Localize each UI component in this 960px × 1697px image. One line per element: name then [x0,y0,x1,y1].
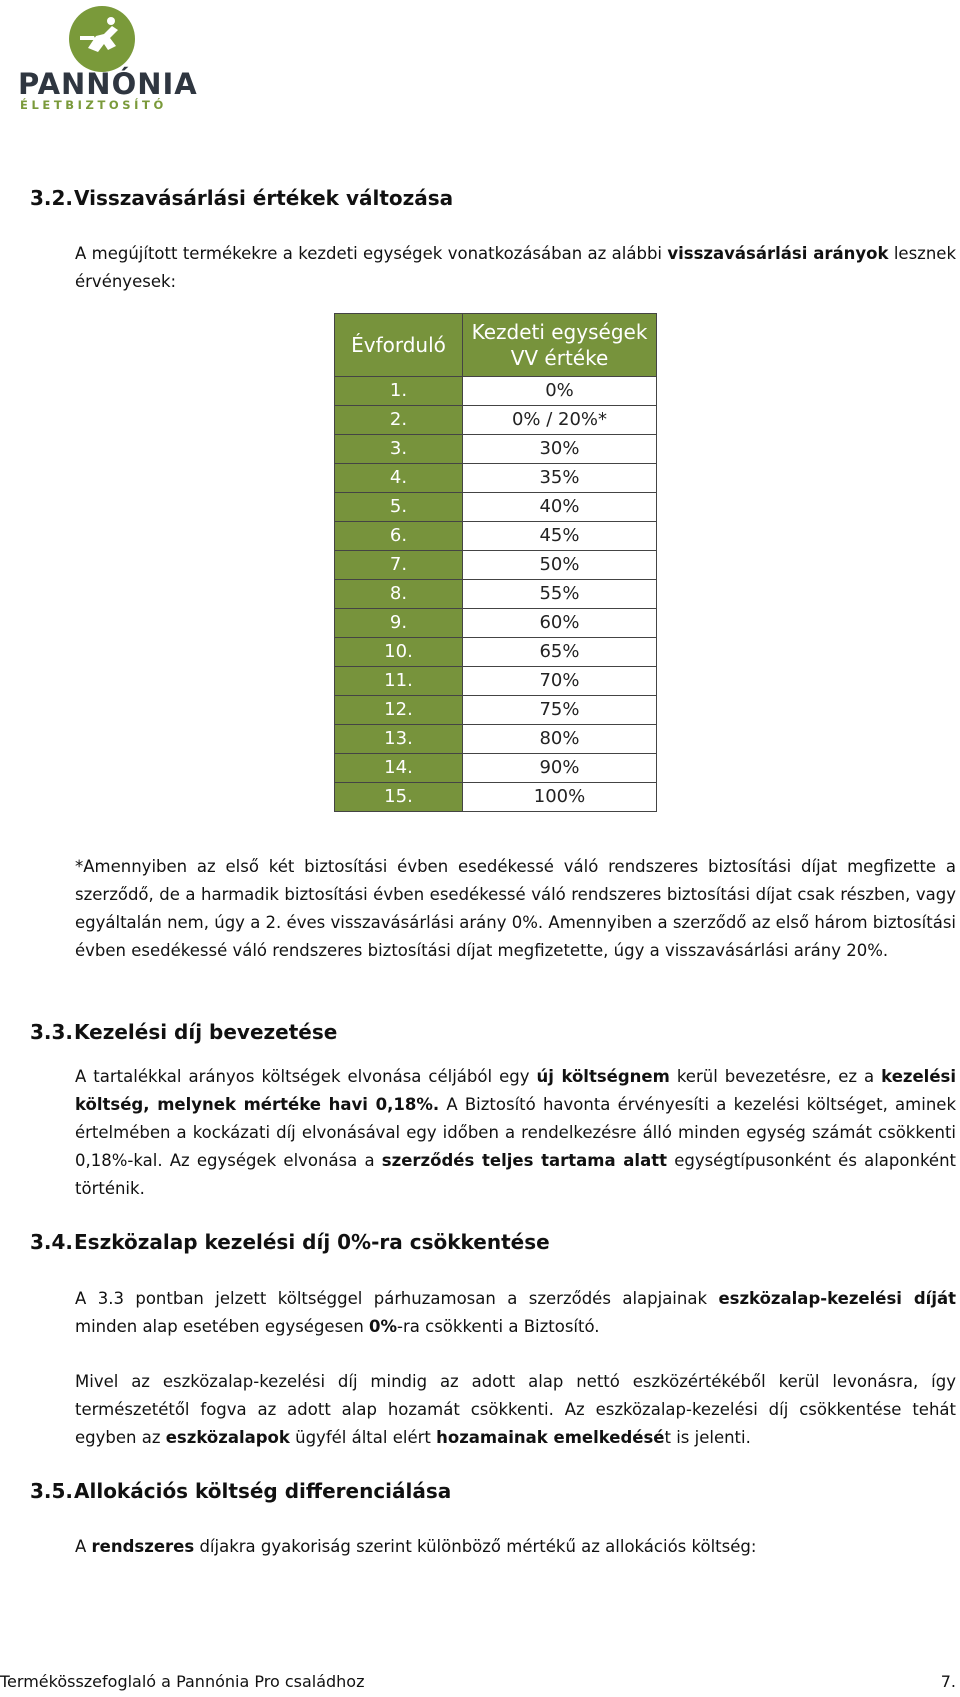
body-bold: rendszeres [91,1537,195,1556]
column-header-value [463,314,657,377]
value-cell: 75% [463,696,657,725]
body-text: Mivel az eszközalap-kezelési díj mindig az adott alap nettó eszközértékéből kerül levonásra, így természetétől fogva az adott alap hozamát csökkenti. Az eszközalap-kezelési díj csökkentése tehát egyben az [75,1372,956,1447]
logo-subtitle: ÉLETBIZTOSÍTÓ [20,98,167,112]
section-3-5-body [75,1533,956,1561]
logo-wordmark: PANNÓNIA [18,67,198,101]
year-cell: 11. [335,667,463,696]
body-text: díjakra gyakoriság szerint különböző mértékű az allokációs költség: [194,1537,757,1556]
value-cell: 90% [463,754,657,783]
value-cell: 0% [463,377,657,406]
year-cell: 9. [335,609,463,638]
table-row [335,493,657,522]
year-cell: 13. [335,725,463,754]
value-cell: 0% / 20%* [463,406,657,435]
value-cell: 40% [463,493,657,522]
header-value-line1: Kezdeti egységek [471,320,648,344]
value-cell: 30% [463,435,657,464]
table-row [335,580,657,609]
year-cell: 10. [335,638,463,667]
year-cell: 4. [335,464,463,493]
section-3-2-heading [30,186,453,210]
year-cell: 14. [335,754,463,783]
body-text: ügyfél által elért [289,1428,437,1447]
intro-text-end: lesznek érvényesek: [75,244,956,291]
column-header-year: Évforduló [335,314,463,377]
body-text: A 3.3 pontban jelzett költséggel párhuzamosan a szerződés alapjainak [75,1289,719,1308]
section-3-3-heading [30,1020,337,1044]
section-3-5-heading [30,1479,451,1503]
table-header-row [335,314,657,377]
runner-logo-icon [8,6,183,76]
section-3-4-para2 [75,1368,956,1452]
body-bold: eszközalapok [165,1428,290,1447]
surrender-value-table [334,313,657,812]
body-bold: új költségnem [536,1067,670,1086]
year-cell: 8. [335,580,463,609]
value-cell: 60% [463,609,657,638]
body-bold: eszközalap-kezelési díját [718,1289,956,1308]
table-row [335,551,657,580]
footnote: *Amennyiben az első két biztosítási évben esedékessé váló rendszeres biztosítási díjat megfizette a szerződő, de a harmadik biztosítási évben esedékessé váló rendszeres biztosítási díjat csak részben, vagy egyáltalán nem, úgy a 2. éves visszavásárlási arány 0%. Amennyiben a szerződő az első három biztosítási évben esedékessé váló rendszeres biztosítási díjat megfizetette, úgy a visszavásárlási arány 20%. [75,857,956,960]
section-title: Eszközalap kezelési díj 0%-ra csökkentése [74,1230,550,1254]
table-row [335,696,657,725]
year-cell: 12. [335,696,463,725]
table-row [335,754,657,783]
value-cell: 45% [463,522,657,551]
table-row [335,638,657,667]
year-cell: 1. [335,377,463,406]
table-row [335,783,657,812]
table-row [335,464,657,493]
header-value-line2: VV értéke [510,346,609,370]
body-bold: 0% [369,1317,398,1336]
table-row [335,435,657,464]
value-cell: 80% [463,725,657,754]
body-text: kerül bevezetésre, ez a [669,1067,882,1086]
year-cell: 5. [335,493,463,522]
table-row [335,667,657,696]
section-3-4-para1 [75,1285,956,1341]
body-bold: szerződés teljes tartama alatt [381,1151,667,1170]
body-text: A tartalékkal arányos költségek elvonása céljából egy [75,1067,537,1086]
table-row [335,377,657,406]
value-cell: 55% [463,580,657,609]
section-title: Allokációs költség differenciálása [74,1479,452,1503]
section-3-3-body [75,1063,956,1203]
body-text: minden alap esetében egységesen [75,1317,370,1336]
intro-text: A megújított termékekre a kezdeti egységek vonatkozásában az alábbi [75,244,668,263]
year-cell: 15. [335,783,463,812]
section-number: 3.3. [30,1020,74,1044]
table-row [335,406,657,435]
body-bold: hozamainak emelkedésé [436,1428,665,1447]
body-bold: kezelési költség, melynek mértéke havi 0,18%. [75,1067,957,1114]
body-text: egységtípusonként és alaponként történik. [75,1151,956,1198]
table-row [335,609,657,638]
section-number: 3.2. [30,186,74,210]
year-cell: 3. [335,435,463,464]
year-cell: 2. [335,406,463,435]
value-cell: 70% [463,667,657,696]
section-3-4-heading [30,1230,550,1254]
value-cell: 50% [463,551,657,580]
section-number: 3.4. [30,1230,74,1254]
year-cell: 6. [335,522,463,551]
intro-bold: visszavásárlási arányok [667,244,889,263]
table-row [335,725,657,754]
value-cell: 35% [463,464,657,493]
section-3-2-intro [75,240,956,296]
section-title: Visszavásárlási értékek változása [74,186,454,210]
body-text: -ra csökkenti a Biztosító. [397,1317,600,1336]
footer-document-title: Termékösszefoglaló a Pannónia Pro családhoz [0,1672,365,1691]
year-cell: 7. [335,551,463,580]
company-logo [8,6,198,112]
body-text: t is jelenti. [664,1428,751,1447]
footer-page-number: 7. [940,1672,956,1691]
body-text: A Biztosító havonta érvényesíti a kezelési költséget, aminek értelmében a kockázati díj elvonásával egy időben a rendelkezésre álló minden egység számát csökkenti 0,18%-kal. Az egységek elvonása a [75,1095,956,1170]
value-cell: 65% [463,638,657,667]
body-text: A [75,1537,92,1556]
table-row [335,522,657,551]
section-title: Kezelési díj bevezetése [74,1020,338,1044]
section-number: 3.5. [30,1479,74,1503]
value-cell: 100% [463,783,657,812]
